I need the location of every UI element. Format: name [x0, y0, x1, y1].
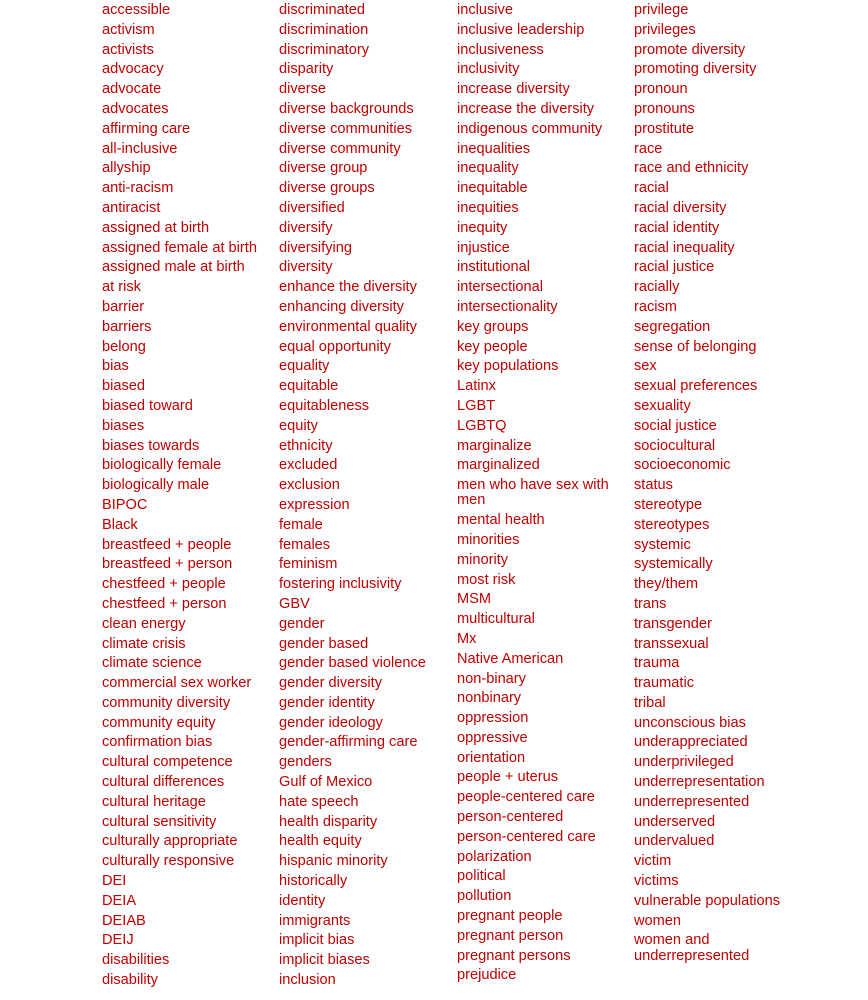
term-item: increase diversity — [457, 81, 570, 98]
term-item: polarization — [457, 848, 532, 865]
term-item: sociocultural — [634, 437, 716, 454]
term-item: expression — [279, 496, 350, 513]
term-item: indigenous community — [457, 120, 603, 137]
term-item: nonbinary — [457, 690, 522, 707]
term-item: Native American — [457, 650, 564, 667]
term-item: racial inequality — [634, 239, 735, 256]
term-item: pregnant person — [457, 927, 564, 944]
term-item: biases — [102, 417, 145, 434]
term-item: unconscious bias — [634, 714, 746, 731]
term-item: gender identity — [279, 694, 375, 711]
term-item: socioeconomic — [634, 457, 731, 474]
term-item: pregnant persons — [457, 947, 571, 964]
term-item: systemic — [634, 536, 691, 553]
term-item: key groups — [457, 318, 529, 335]
term-item: race — [634, 140, 663, 157]
term-item: inclusivity — [457, 61, 520, 78]
term-item: cultural competence — [102, 754, 233, 771]
term-item: inequities — [457, 199, 519, 216]
term-item: equal opportunity — [279, 338, 391, 355]
term-item: privilege — [634, 2, 689, 18]
term-item: equitable — [279, 378, 339, 395]
term-item: culturally appropriate — [102, 833, 238, 850]
term-item: LGBTQ — [457, 417, 507, 434]
term-item: marginalize — [457, 437, 532, 454]
term-item: GBV — [279, 595, 310, 612]
term-item: DEI — [102, 873, 127, 890]
term-item: implicit biases — [279, 952, 370, 969]
term-item: advocates — [102, 100, 169, 117]
term-item: accessible — [102, 2, 171, 18]
term-item: inequalities — [457, 140, 531, 157]
term-item: diversity — [279, 259, 333, 276]
term-item: undervalued — [634, 833, 715, 850]
term-item: intersectionality — [457, 298, 558, 315]
term-item: activism — [102, 21, 155, 38]
term-item: discriminatory — [279, 41, 370, 58]
term-item: cultural heritage — [102, 793, 206, 810]
term-item: political — [457, 868, 506, 885]
term-item: climate science — [102, 655, 202, 672]
term-item: traumatic — [634, 675, 695, 692]
term-item: Mx — [457, 630, 477, 647]
term-item: enhancing diversity — [279, 298, 404, 315]
term-item: identity — [279, 892, 326, 909]
term-item: transsexual — [634, 635, 709, 652]
term-item: belong — [102, 338, 146, 355]
term-item: DEIAB — [102, 912, 146, 929]
term-item: enhance the diversity — [279, 279, 417, 296]
term-item: BIPOC — [102, 496, 148, 513]
term-item: advocacy — [102, 61, 164, 78]
term-item: gender based — [279, 635, 369, 652]
term-item: intersectional — [457, 279, 543, 296]
term-item: commercial sex worker — [102, 675, 252, 692]
term-item: discrimination — [279, 21, 369, 38]
term-item: disability — [102, 972, 158, 989]
term-item: inclusive — [457, 2, 513, 18]
term-item: DEIA — [102, 892, 137, 909]
term-item: men who have sex with men — [457, 477, 609, 509]
term-item: inequity — [457, 219, 508, 236]
term-item: diversifying — [279, 239, 352, 256]
term-item: inequality — [457, 160, 519, 177]
term-item: biased toward — [102, 397, 193, 414]
term-item: inclusiveness — [457, 41, 544, 58]
term-item: stereotype — [634, 496, 703, 513]
term-item: prostitute — [634, 120, 695, 137]
term-item: underserved — [634, 813, 716, 830]
term-item: mental health — [457, 512, 545, 529]
term-item: sense of belonging — [634, 338, 757, 355]
term-item: barrier — [102, 298, 145, 315]
term-item: social justice — [634, 417, 717, 434]
term-item: excluded — [279, 457, 338, 474]
term-item: bias — [102, 358, 129, 375]
term-item: assigned female at birth — [102, 239, 257, 256]
term-item: oppression — [457, 710, 529, 727]
term-item: diverse group — [279, 160, 368, 177]
term-item: pronoun — [634, 81, 688, 98]
term-item: most risk — [457, 571, 516, 588]
term-item: person-centered — [457, 809, 564, 826]
term-item: promoting diversity — [634, 61, 757, 78]
term-item: allyship — [102, 160, 151, 177]
term-item: underprivileged — [634, 754, 734, 771]
term-item: increase the diversity — [457, 100, 595, 117]
term-item: diversify — [279, 219, 333, 236]
term-item: implicit bias — [279, 932, 355, 949]
term-item: breastfeed + people — [102, 536, 232, 553]
term-item: feminism — [279, 556, 338, 573]
term-item: pollution — [457, 888, 512, 905]
term-item: exclusion — [279, 477, 340, 494]
term-item: antiracist — [102, 199, 161, 216]
term-item: inclusion — [279, 972, 336, 989]
term-item: gender — [279, 615, 325, 632]
term-item: health disparity — [279, 813, 378, 830]
term-item: key populations — [457, 358, 559, 375]
term-item: ethnicity — [279, 437, 333, 454]
term-item: genders — [279, 754, 332, 771]
term-item: minorities — [457, 531, 520, 548]
term-item: racial diversity — [634, 199, 727, 216]
term-item: MSM — [457, 591, 492, 608]
term-item: gender diversity — [279, 675, 383, 692]
term-item: non-binary — [457, 670, 526, 687]
term-item: biased — [102, 378, 146, 395]
term-item: Latinx — [457, 378, 496, 395]
term-item: Gulf of Mexico — [279, 774, 373, 791]
term-item: gender ideology — [279, 714, 383, 731]
term-item: assigned at birth — [102, 219, 210, 236]
term-item: cultural sensitivity — [102, 813, 217, 830]
term-item: fostering inclusivity — [279, 576, 402, 593]
term-item: confirmation bias — [102, 734, 213, 751]
term-item: prejudice — [457, 967, 517, 984]
term-item: minority — [457, 551, 509, 568]
term-item: assigned male at birth — [102, 259, 245, 276]
term-item: institutional — [457, 259, 531, 276]
term-item: disparity — [279, 61, 334, 78]
term-item: injustice — [457, 239, 510, 256]
term-item: gender-affirming care — [279, 734, 418, 751]
term-item: equitableness — [279, 397, 370, 414]
term-item: diverse community — [279, 140, 401, 157]
term-item: victim — [634, 853, 672, 870]
term-item: community equity — [102, 714, 216, 731]
term-item: biologically male — [102, 477, 210, 494]
term-item: key people — [457, 338, 528, 355]
term-item: historically — [279, 873, 348, 890]
term-item: multicultural — [457, 611, 535, 628]
term-item: all-inclusive — [102, 140, 178, 157]
term-item: systemically — [634, 556, 713, 573]
term-item: health equity — [279, 833, 362, 850]
term-item: underrepresentation — [634, 774, 765, 791]
term-item: biologically female — [102, 457, 222, 474]
term-item: stereotypes — [634, 516, 710, 533]
term-item: oppressive — [457, 729, 528, 746]
term-item: disabilities — [102, 952, 170, 969]
term-item: community diversity — [102, 694, 231, 711]
term-item: equity — [279, 417, 318, 434]
term-item: clean energy — [102, 615, 186, 632]
term-item: diverse groups — [279, 180, 375, 197]
term-item: anti-racism — [102, 180, 174, 197]
term-item: inclusive leadership — [457, 21, 585, 38]
term-item: climate crisis — [102, 635, 186, 652]
term-item: victims — [634, 873, 679, 890]
term-item: status — [634, 477, 673, 494]
term-item: equality — [279, 358, 330, 375]
term-item: pronouns — [634, 100, 695, 117]
term-item: discriminated — [279, 2, 365, 18]
term-item: they/them — [634, 576, 699, 593]
term-item: diversified — [279, 199, 345, 216]
term-item: underrepresented — [634, 793, 750, 810]
term-item: person-centered care — [457, 828, 596, 845]
term-item: female — [279, 516, 323, 533]
term-item: LGBT — [457, 397, 496, 414]
term-item: racially — [634, 279, 680, 296]
term-item: race and ethnicity — [634, 160, 749, 177]
term-item: trans — [634, 595, 667, 612]
term-item: diverse communities — [279, 120, 413, 137]
term-item: hate speech — [279, 793, 359, 810]
term-column-1 — [102, 1, 274, 991]
term-item: sex — [634, 358, 657, 375]
term-item: racism — [634, 298, 677, 315]
term-item: promote diversity — [634, 41, 746, 58]
term-item: pregnant people — [457, 908, 563, 925]
term-item: women — [634, 912, 682, 929]
term-item: DEIJ — [102, 932, 134, 949]
term-item: diverse backgrounds — [279, 100, 414, 117]
term-item: biases towards — [102, 437, 200, 454]
term-item: environmental quality — [279, 318, 417, 335]
term-item: segregation — [634, 318, 711, 335]
term-item: at risk — [102, 279, 141, 296]
term-item: cultural differences — [102, 774, 225, 791]
term-item: tribal — [634, 694, 666, 711]
term-item: affirming care — [102, 120, 191, 137]
term-item: vulnerable populations — [634, 892, 781, 909]
term-item: trauma — [634, 655, 680, 672]
term-item: hispanic minority — [279, 853, 388, 870]
term-item: privileges — [634, 21, 696, 38]
term-item: chestfeed + people — [102, 576, 226, 593]
term-item: Black — [102, 516, 138, 533]
term-item: diverse — [279, 81, 327, 98]
term-item: marginalized — [457, 457, 540, 474]
term-item: immigrants — [279, 912, 351, 929]
term-item: culturally responsive — [102, 853, 235, 870]
term-item: gender based violence — [279, 655, 426, 672]
term-item: underappreciated — [634, 734, 748, 751]
term-item: inequitable — [457, 180, 528, 197]
term-item: women and underrepresented — [634, 932, 750, 964]
term-item: orientation — [457, 749, 526, 766]
term-item: barriers — [102, 318, 152, 335]
term-item: advocate — [102, 81, 162, 98]
term-item: females — [279, 536, 331, 553]
term-item: breastfeed + person — [102, 556, 233, 573]
term-item: racial justice — [634, 259, 715, 276]
term-item: chestfeed + person — [102, 595, 227, 612]
term-item: racial — [634, 180, 669, 197]
term-column-3 — [457, 1, 617, 986]
term-column-2 — [279, 1, 451, 991]
term-item: transgender — [634, 615, 712, 632]
term-item: sexual preferences — [634, 378, 758, 395]
term-item: people + uterus — [457, 769, 559, 786]
term-item: activists — [102, 41, 154, 58]
term-item: racial identity — [634, 219, 720, 236]
term-item: sexuality — [634, 397, 691, 414]
term-item: people-centered care — [457, 789, 595, 806]
term-column-4 — [634, 1, 794, 966]
